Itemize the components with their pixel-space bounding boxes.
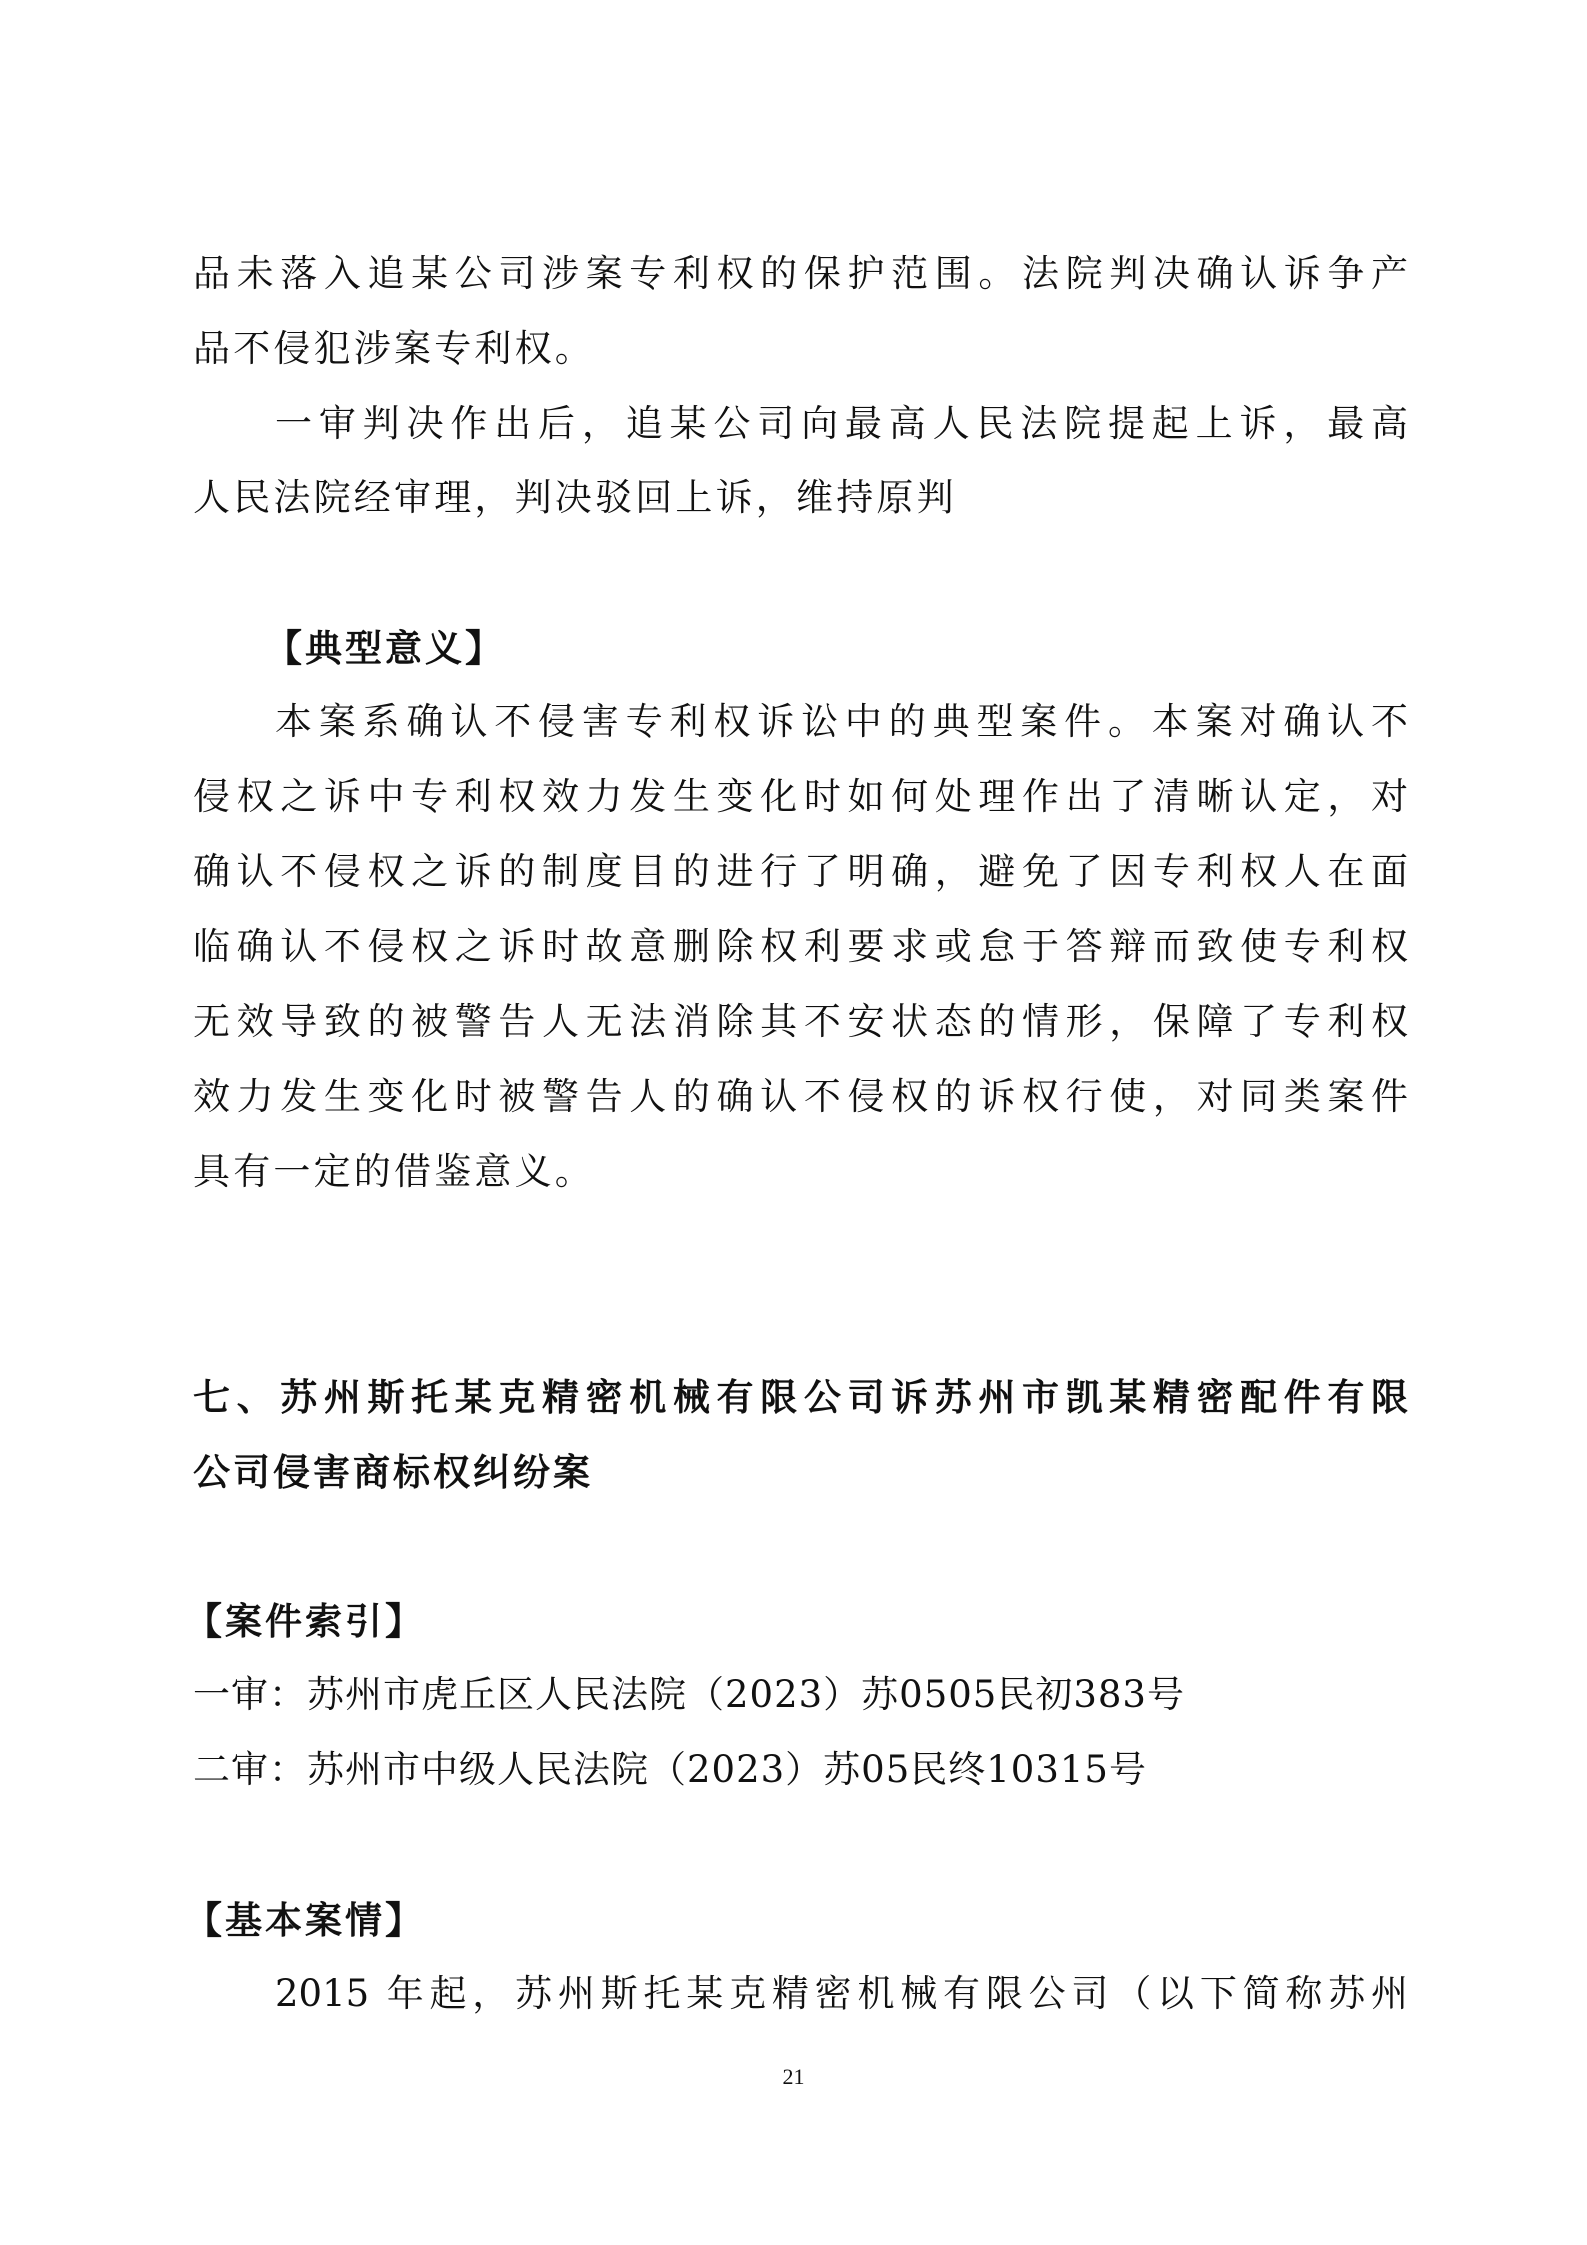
paragraph-line: 具有一定的借鉴意义。: [193, 1150, 595, 1193]
second-instance-reference: 二审：苏州市中级人民法院（2023）苏05民终10315号: [193, 1748, 1147, 1791]
page-number: 21: [782, 2064, 805, 2089]
paragraph-line: 无效导致的被警告人无法消除其不安状态的情形，保障了专利权: [193, 1000, 1408, 1043]
section-heading-basic-facts: 【基本案情】: [185, 1898, 425, 1942]
case-title-line: 七、苏州斯托某克精密机械有限公司诉苏州市凯某精密配件有限: [193, 1375, 1408, 1419]
section-heading-significance: 【典型意义】: [265, 626, 505, 670]
section-heading-case-index: 【案件索引】: [185, 1599, 425, 1643]
paragraph-line: 一审判决作出后，追某公司向最高人民法院提起上诉，最高: [275, 402, 1408, 445]
first-instance-reference: 一审：苏州市虎丘区人民法院（2023）苏0505民初383号: [193, 1673, 1185, 1716]
paragraph-line: 本案系确认不侵害专利权诉讼中的典型案件。本案对确认不: [275, 700, 1408, 743]
paragraph-line: 效力发生变化时被警告人的确认不侵权的诉权行使，对同类案件: [193, 1075, 1408, 1118]
paragraph-line: 人民法院经审理，判决驳回上诉，维持原判: [193, 476, 957, 519]
paragraph-line: 确认不侵权之诉的制度目的进行了明确，避免了因专利权人在面: [193, 850, 1408, 893]
case-title-line: 公司侵害商标权纠纷案: [193, 1450, 593, 1494]
paragraph-line: 2015 年起，苏州斯托某克精密机械有限公司（以下简称苏州: [275, 1972, 1408, 2015]
paragraph-line: 临确认不侵权之诉时故意删除权利要求或怠于答辩而致使专利权: [193, 925, 1408, 968]
paragraph-line: 品未落入追某公司涉案专利权的保护范围。法院判决确认诉争产: [193, 252, 1408, 295]
paragraph-line: 侵权之诉中专利权效力发生变化时如何处理作出了清晰认定，对: [193, 775, 1408, 818]
paragraph-line: 品不侵犯涉案专利权。: [193, 327, 595, 370]
